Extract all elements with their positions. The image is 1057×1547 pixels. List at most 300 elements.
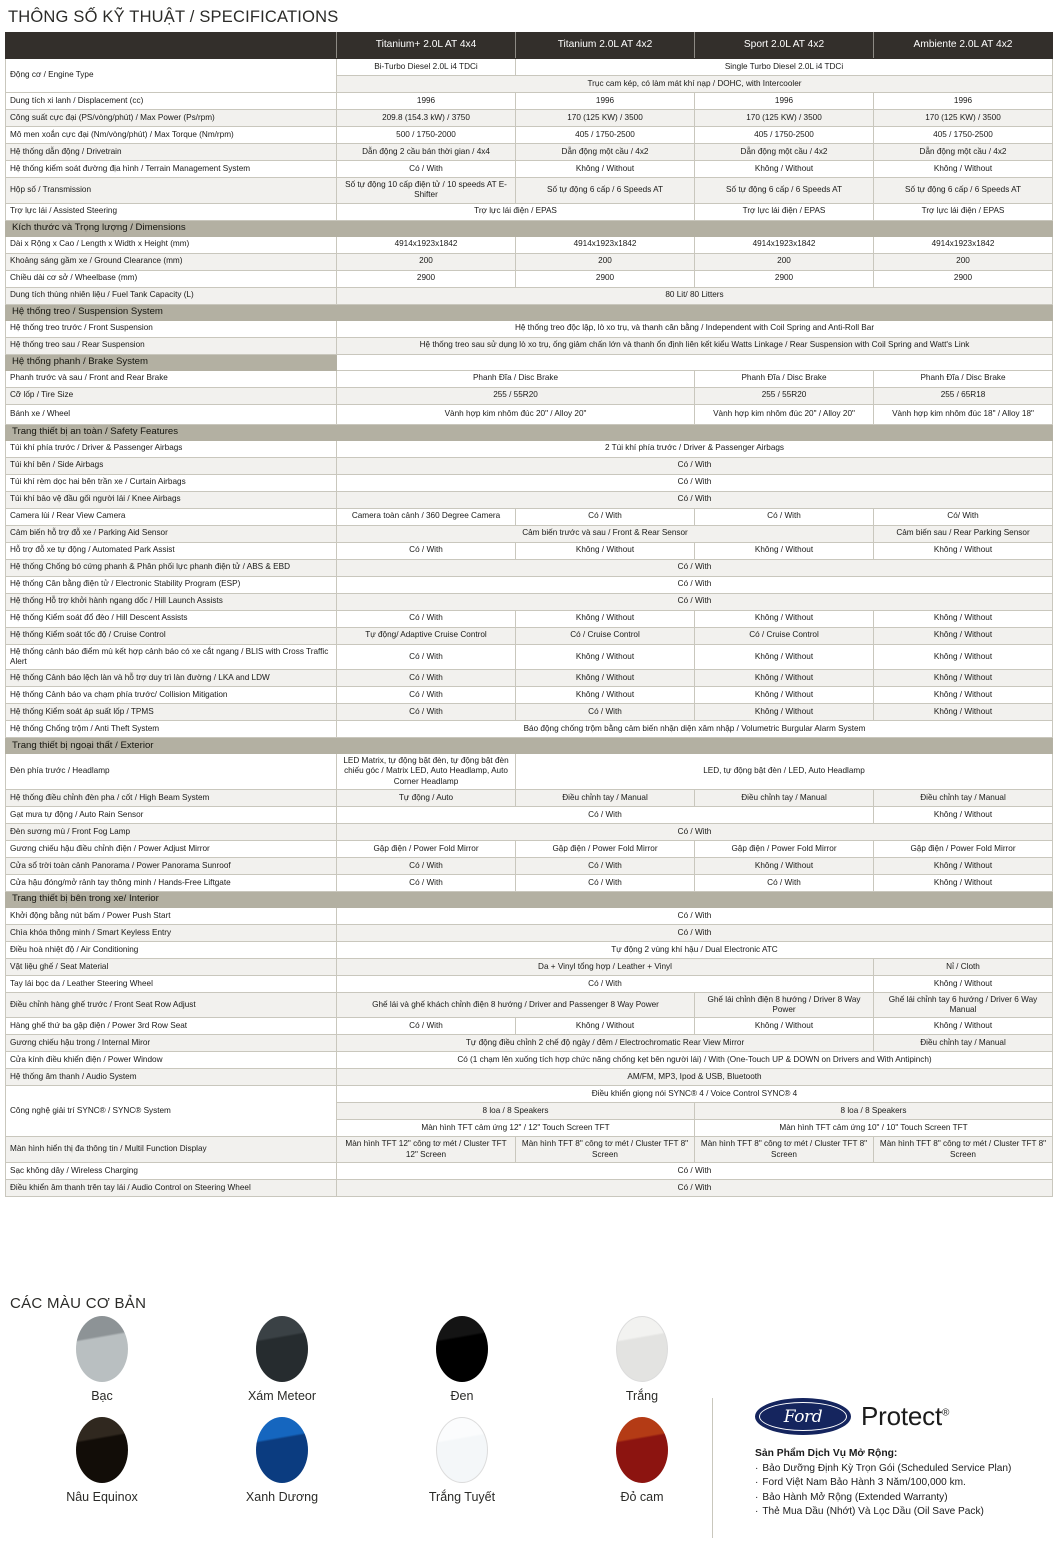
table-row bbox=[6, 1179, 1053, 1196]
table-row bbox=[6, 178, 1053, 204]
table-row bbox=[6, 687, 1053, 704]
table-row bbox=[6, 721, 1053, 738]
row-value: Không / Without bbox=[874, 704, 1053, 721]
row-value: 405 / 1750-2500 bbox=[695, 127, 874, 144]
row-value: 1996 bbox=[516, 93, 695, 110]
row-label: Cửa hậu đóng/mở rảnh tay thông minh / Hands-Free Liftgate bbox=[6, 874, 337, 891]
row-label: Điều chỉnh hàng ghế trước / Front Seat Row Adjust bbox=[6, 992, 337, 1018]
table-row bbox=[6, 958, 1053, 975]
row-value: Có / With bbox=[337, 704, 516, 721]
table-row bbox=[6, 93, 1053, 110]
row-label: Khoảng sáng gầm xe / Ground Clearance (mm) bbox=[6, 253, 337, 270]
row-value: Da + Vinyl tổng hợp / Leather + Vinyl bbox=[337, 958, 874, 975]
row-label: Túi khí rèm dọc hai bên trần xe / Curtain Airbags bbox=[6, 474, 337, 491]
protect-item: · Thẻ Mua Dầu (Nhớt) Và Lọc Dầu (Oil Save Pack) bbox=[755, 1505, 1057, 1519]
row-value: Không / Without bbox=[874, 670, 1053, 687]
row-value: Có / With bbox=[516, 704, 695, 721]
table-row bbox=[6, 644, 1053, 670]
row-value: Không / Without bbox=[874, 1018, 1053, 1035]
row-value: Không / Without bbox=[874, 687, 1053, 704]
color-swatch-icon bbox=[616, 1316, 668, 1382]
section-header-row bbox=[6, 304, 1053, 320]
row-label: Hệ thống cảnh báo điểm mù kết hợp cảnh báo có xe cắt ngang / BLIS with Cross Traffic Alert bbox=[6, 644, 337, 670]
section-header-row bbox=[6, 424, 1053, 440]
table-row bbox=[6, 975, 1053, 992]
row-label: Gạt mưa tự động / Auto Rain Sensor bbox=[6, 806, 337, 823]
table-row bbox=[6, 525, 1053, 542]
header-blank bbox=[6, 33, 337, 59]
row-value: Ghế lái chỉnh tay 6 hướng / Driver 6 Way Manual bbox=[874, 992, 1053, 1018]
table-row bbox=[6, 789, 1053, 806]
row-value: Gập điện / Power Fold Mirror bbox=[874, 840, 1053, 857]
color-swatch-item bbox=[552, 1417, 732, 1516]
table-row bbox=[6, 144, 1053, 161]
row-value: Điều chỉnh tay / Manual bbox=[874, 789, 1053, 806]
row-value: Trợ lực lái điện / EPAS bbox=[337, 203, 695, 220]
row-value: Không / Without bbox=[516, 670, 695, 687]
row-value: Tự động / Auto bbox=[337, 789, 516, 806]
color-swatch-item bbox=[192, 1417, 372, 1516]
table-row bbox=[6, 1069, 1053, 1086]
row-value: Gập điện / Power Fold Mirror bbox=[516, 840, 695, 857]
section-title: Trang thiết bị an toàn / Safety Features bbox=[6, 424, 1053, 440]
row-value: 500 / 1750-2000 bbox=[337, 127, 516, 144]
row-value: 4914x1923x1842 bbox=[337, 236, 516, 253]
row-value: Có / With bbox=[337, 542, 516, 559]
row-value: Vành hợp kim nhôm đúc 20" / Alloy 20" bbox=[337, 404, 695, 424]
row-label: Công nghệ giải trí SYNC® / SYNC® System bbox=[6, 1086, 337, 1137]
row-label: Hộp số / Transmission bbox=[6, 178, 337, 204]
column-header-sport: Sport 2.0L AT 4x2 bbox=[695, 33, 874, 59]
row-value: Không / Without bbox=[874, 857, 1053, 874]
table-row bbox=[6, 1035, 1053, 1052]
table-row bbox=[6, 320, 1053, 337]
row-value: Vành hợp kim nhôm đúc 20" / Alloy 20" bbox=[695, 404, 874, 424]
row-label: Gương chiếu hậu điều chỉnh điện / Power Adjust Mirror bbox=[6, 840, 337, 857]
row-value: Màn hình TFT 8" công tơ mét / Cluster TFT 8" Screen bbox=[695, 1137, 874, 1163]
row-value: Có / With bbox=[337, 907, 1053, 924]
row-value: Camera toàn cảnh / 360 Degree Camera bbox=[337, 508, 516, 525]
color-swatch-icon bbox=[76, 1417, 128, 1483]
row-value: 1996 bbox=[695, 93, 874, 110]
row-label: Tay lái bọc da / Leather Steering Wheel bbox=[6, 975, 337, 992]
row-label: Hệ thống Kiểm soát tốc độ / Cruise Control bbox=[6, 627, 337, 644]
row-value: Không / Without bbox=[516, 644, 695, 670]
color-swatch-label: Nâu Equinox bbox=[66, 1490, 138, 1504]
table-row bbox=[6, 857, 1053, 874]
color-swatch-icon bbox=[256, 1417, 308, 1483]
section-header-row bbox=[6, 891, 1053, 907]
table-row bbox=[6, 754, 1053, 790]
row-value: Ghế lái chỉnh điện 8 hướng / Driver 8 Way Power bbox=[695, 992, 874, 1018]
row-value: 2900 bbox=[695, 270, 874, 287]
row-value: Có / With bbox=[695, 874, 874, 891]
table-row bbox=[6, 542, 1053, 559]
row-value: Không / Without bbox=[695, 704, 874, 721]
column-header-ambiente: Ambiente 2.0L AT 4x2 bbox=[874, 33, 1053, 59]
table-row bbox=[6, 508, 1053, 525]
table-row bbox=[6, 474, 1053, 491]
row-value: Phanh Đĩa / Disc Brake bbox=[695, 370, 874, 387]
row-value: Cảm biến sau / Rear Parking Sensor bbox=[874, 525, 1053, 542]
color-swatch-label: Trắng bbox=[625, 1389, 659, 1403]
table-row bbox=[6, 806, 1053, 823]
color-swatch-label: Xanh Dương bbox=[245, 1490, 319, 1504]
row-label: Điều khiển âm thanh trên tay lái / Audio Control on Steering Wheel bbox=[6, 1179, 337, 1196]
row-value: Không / Without bbox=[874, 542, 1053, 559]
protect-wordmark bbox=[861, 1401, 949, 1432]
ford-wordmark: Ford bbox=[783, 1406, 823, 1427]
row-value: Gập điện / Power Fold Mirror bbox=[337, 840, 516, 857]
row-value: Có / With bbox=[337, 610, 516, 627]
section-title: Trang thiết bị ngoại thất / Exterior bbox=[6, 738, 1053, 754]
protect-item: · Bảo Hành Mở Rộng (Extended Warranty) bbox=[755, 1491, 1057, 1505]
color-swatch-label: Xám Meteor bbox=[247, 1389, 317, 1403]
row-value: 255 / 55R20 bbox=[337, 387, 695, 404]
table-row bbox=[6, 59, 1053, 76]
section-title: Hệ thống phanh / Brake System bbox=[6, 354, 337, 370]
row-value: Không / Without bbox=[516, 687, 695, 704]
table-row bbox=[6, 704, 1053, 721]
row-value: Không / Without bbox=[695, 610, 874, 627]
row-label: Trợ lực lái / Assisted Steering bbox=[6, 203, 337, 220]
row-value: LED Matrix, tự động bật đèn, tự động bật đèn chiếu góc / Matrix LED, Auto Headlamp, Auto Corner Headlamp bbox=[337, 754, 516, 790]
row-label: Hệ thống Hỗ trợ khởi hành ngang dốc / Hill Launch Assists bbox=[6, 593, 337, 610]
row-value: Điều chỉnh tay / Manual bbox=[516, 789, 695, 806]
table-row bbox=[6, 203, 1053, 220]
row-value: Điều khiển giọng nói SYNC® 4 / Voice Control SYNC® 4 bbox=[337, 1086, 1053, 1103]
row-value: Có/ With bbox=[874, 508, 1053, 525]
section-title: Trang thiết bị bên trong xe/ Interior bbox=[6, 891, 1053, 907]
row-value: 170 (125 KW) / 3500 bbox=[516, 110, 695, 127]
row-value: AM/FM, MP3, Ipod & USB, Bluetooth bbox=[337, 1069, 1053, 1086]
table-row bbox=[6, 161, 1053, 178]
row-value: Có / With bbox=[337, 491, 1053, 508]
section-header-row bbox=[6, 354, 1053, 370]
row-value: Có / With bbox=[337, 687, 516, 704]
row-value: Không / Without bbox=[695, 687, 874, 704]
color-swatch-label: Bạc bbox=[91, 1389, 113, 1403]
row-value: Cảm biến trước và sau / Front & Rear Sensor bbox=[337, 525, 874, 542]
row-value: Hệ thống treo độc lập, lò xo trụ, và thanh cân bằng / Independent with Coil Spring and Anti-Roll Bar bbox=[337, 320, 1053, 337]
row-value: Có / With bbox=[516, 874, 695, 891]
table-row bbox=[6, 387, 1053, 404]
row-value: Không / Without bbox=[874, 610, 1053, 627]
color-swatch-item bbox=[552, 1316, 732, 1415]
row-value: 255 / 55R20 bbox=[695, 387, 874, 404]
row-value: Không / Without bbox=[695, 161, 874, 178]
row-label: Hệ thống Cảnh báo va chạm phía trước/ Collision Mitigation bbox=[6, 687, 337, 704]
specifications-table bbox=[5, 32, 1053, 1197]
row-label: Hệ thống âm thanh / Audio System bbox=[6, 1069, 337, 1086]
row-label: Hệ thống điều chỉnh đèn pha / cốt / High Beam System bbox=[6, 789, 337, 806]
row-value: 170 (125 KW) / 3500 bbox=[695, 110, 874, 127]
row-value: 8 loa / 8 Speakers bbox=[695, 1103, 1053, 1120]
section-title: Hệ thống treo / Suspension System bbox=[6, 304, 1053, 320]
row-label: Hệ thống Chống trộm / Anti Theft System bbox=[6, 721, 337, 738]
table-row bbox=[6, 1018, 1053, 1035]
row-value: Báo động chống trộm bằng cảm biến nhận diện xâm nhập / Volumetric Burgular Alarm System bbox=[337, 721, 1053, 738]
ford-protect-block bbox=[712, 1398, 1057, 1538]
row-label: Cảm biến hỗ trợ đỗ xe / Parking Aid Sensor bbox=[6, 525, 337, 542]
row-value: 170 (125 KW) / 3500 bbox=[874, 110, 1053, 127]
row-value: Không / Without bbox=[874, 806, 1053, 823]
table-row bbox=[6, 370, 1053, 387]
table-row bbox=[6, 874, 1053, 891]
row-value: Không / Without bbox=[874, 874, 1053, 891]
table-row bbox=[6, 440, 1053, 457]
row-value: Không / Without bbox=[695, 670, 874, 687]
row-value: Vành hợp kim nhôm đúc 18" / Alloy 18" bbox=[874, 404, 1053, 424]
row-label: Hệ thống dẫn động / Drivetrain bbox=[6, 144, 337, 161]
table-row bbox=[6, 1086, 1053, 1103]
row-value: 200 bbox=[337, 253, 516, 270]
protect-label: Protect bbox=[861, 1401, 942, 1431]
row-value: Có / With bbox=[337, 161, 516, 178]
color-swatch-icon bbox=[436, 1417, 488, 1483]
table-row bbox=[6, 576, 1053, 593]
row-value: Có / With bbox=[337, 857, 516, 874]
row-value: Màn hình TFT cảm ứng 12" / 12" Touch Screen TFT bbox=[337, 1120, 695, 1137]
row-value: Không / Without bbox=[695, 644, 874, 670]
page-title: THÔNG SỐ KỸ THUẬT / SPECIFICATIONS bbox=[8, 8, 339, 26]
table-row bbox=[6, 1137, 1053, 1163]
row-value: 8 loa / 8 Speakers bbox=[337, 1103, 695, 1120]
protect-item-list bbox=[755, 1462, 1057, 1519]
row-value: LED, tự động bật đèn / LED, Auto Headlamp bbox=[516, 754, 1053, 790]
table-row bbox=[6, 127, 1053, 144]
row-value: 2900 bbox=[516, 270, 695, 287]
row-label: Cửa kính điều khiển điện / Power Window bbox=[6, 1052, 337, 1069]
row-value: Màn hình TFT cảm ứng 10" / 10" Touch Screen TFT bbox=[695, 1120, 1053, 1137]
row-value: Hệ thống treo sau sử dụng lò xo trụ, ống giảm chấn lớn và thanh ổn định liên kết kiểu Watts Linkage / Rear Suspension with Coil Spring and Watt's Link bbox=[337, 337, 1053, 354]
row-value: Có / With bbox=[695, 508, 874, 525]
row-value: 200 bbox=[695, 253, 874, 270]
row-value: Trục cam kép, có làm mát khí nạp / DOHC, with Intercooler bbox=[337, 76, 1053, 93]
row-value: 1996 bbox=[874, 93, 1053, 110]
row-value: 255 / 65R18 bbox=[874, 387, 1053, 404]
row-value: Không / Without bbox=[874, 975, 1053, 992]
row-label: Cửa sổ trời toàn cảnh Panorama / Power Panorama Sunroof bbox=[6, 857, 337, 874]
row-value: Không / Without bbox=[516, 161, 695, 178]
color-swatch-grid bbox=[0, 1316, 700, 1516]
table-row bbox=[6, 593, 1053, 610]
color-swatch-icon bbox=[76, 1316, 128, 1382]
row-value: Có / With bbox=[337, 1162, 1053, 1179]
row-value: Không / Without bbox=[874, 627, 1053, 644]
table-row bbox=[6, 823, 1053, 840]
row-value: Có / With bbox=[337, 644, 516, 670]
row-label: Cỡ lốp / Tire Size bbox=[6, 387, 337, 404]
table-row bbox=[6, 253, 1053, 270]
row-label: Dung tích xi lanh / Displacement (cc) bbox=[6, 93, 337, 110]
row-label: Phanh trước và sau / Front and Rear Brake bbox=[6, 370, 337, 387]
row-label: Sạc không dây / Wireless Charging bbox=[6, 1162, 337, 1179]
color-swatch-label: Đỏ cam bbox=[620, 1490, 664, 1504]
row-value: Tự động 2 vùng khí hậu / Dual Electronic ATC bbox=[337, 941, 1053, 958]
color-swatch-item bbox=[372, 1417, 552, 1516]
table-row bbox=[6, 992, 1053, 1018]
color-swatch-icon bbox=[256, 1316, 308, 1382]
row-value: Có / With bbox=[516, 508, 695, 525]
row-value: Điều chỉnh tay / Manual bbox=[874, 1035, 1053, 1052]
row-value: 4914x1923x1842 bbox=[874, 236, 1053, 253]
row-label: Màn hình hiển thị đa thông tin / Multil Function Display bbox=[6, 1137, 337, 1163]
row-label: Hệ thống Kiểm soát áp suất lốp / TPMS bbox=[6, 704, 337, 721]
section-header-row bbox=[6, 738, 1053, 754]
row-value: Không / Without bbox=[874, 161, 1053, 178]
table-body bbox=[6, 59, 1053, 1197]
row-value: Dẫn động một cầu / 4x2 bbox=[695, 144, 874, 161]
row-label: Khởi động bằng nút bấm / Power Push Start bbox=[6, 907, 337, 924]
row-value: Có / With bbox=[337, 670, 516, 687]
table-row bbox=[6, 1162, 1053, 1179]
table-row bbox=[6, 941, 1053, 958]
row-value: Có / With bbox=[337, 823, 1053, 840]
row-label: Camera lùi / Rear View Camera bbox=[6, 508, 337, 525]
row-value: Có / With bbox=[337, 576, 1053, 593]
table-row bbox=[6, 270, 1053, 287]
row-value: 2900 bbox=[337, 270, 516, 287]
row-value: Không / Without bbox=[874, 644, 1053, 670]
row-value: Phanh Đĩa / Disc Brake bbox=[874, 370, 1053, 387]
row-value: Màn hình TFT 8" công tơ mét / Cluster TFT 8" Screen bbox=[874, 1137, 1053, 1163]
row-value: Không / Without bbox=[695, 542, 874, 559]
table-row bbox=[6, 236, 1053, 253]
row-value: Có / With bbox=[337, 874, 516, 891]
registered-mark: ® bbox=[941, 1407, 950, 1419]
color-swatch-label: Đen bbox=[450, 1389, 474, 1403]
row-value: Không / Without bbox=[695, 1018, 874, 1035]
row-label: Túi khí phía trước / Driver & Passenger Airbags bbox=[6, 440, 337, 457]
protect-heading: Sản Phẩm Dịch Vụ Mở Rộng: bbox=[755, 1448, 898, 1459]
row-value: Nỉ / Cloth bbox=[874, 958, 1053, 975]
row-value: Có / With bbox=[337, 457, 1053, 474]
row-label: Hệ thống treo sau / Rear Suspension bbox=[6, 337, 337, 354]
table-row bbox=[6, 840, 1053, 857]
row-label: Hàng ghế thứ ba gập điện / Power 3rd Row Seat bbox=[6, 1018, 337, 1035]
row-value: Có / Cruise Control bbox=[695, 627, 874, 644]
row-label: Hệ thống Cân bằng điện tử / Electronic Stability Program (ESP) bbox=[6, 576, 337, 593]
protect-item: · Ford Việt Nam Bảo Hành 3 Năm/100,000 km. bbox=[755, 1476, 1057, 1490]
column-header-titanium: Titanium 2.0L AT 4x2 bbox=[516, 33, 695, 59]
row-value: 4914x1923x1842 bbox=[516, 236, 695, 253]
row-value: Tự động/ Adaptive Cruise Control bbox=[337, 627, 516, 644]
row-value: Không / Without bbox=[516, 542, 695, 559]
row-value: Dẫn động 2 cầu bán thời gian / 4x4 bbox=[337, 144, 516, 161]
row-value: Có / With bbox=[337, 474, 1053, 491]
row-label: Chìa khóa thông minh / Smart Keyless Entry bbox=[6, 924, 337, 941]
row-label: Dài x Rộng x Cao / Length x Width x Height (mm) bbox=[6, 236, 337, 253]
colors-title: CÁC MÀU CƠ BẢN bbox=[10, 1295, 147, 1312]
row-value: 405 / 1750-2500 bbox=[516, 127, 695, 144]
row-value: Bi-Turbo Diesel 2.0L i4 TDCi bbox=[337, 59, 516, 76]
row-value: Số tự động 6 cấp / 6 Speeds AT bbox=[695, 178, 874, 204]
row-value: Không / Without bbox=[516, 1018, 695, 1035]
table-row bbox=[6, 457, 1053, 474]
protect-item: · Bảo Dưỡng Định Kỳ Trọn Gói (Scheduled Service Plan) bbox=[755, 1462, 1057, 1476]
section-header-row bbox=[6, 220, 1053, 236]
row-label: Bánh xe / Wheel bbox=[6, 404, 337, 424]
row-label: Điều hoà nhiệt độ / Air Conditioning bbox=[6, 941, 337, 958]
row-value: Tự động điều chỉnh 2 chế độ ngày / đêm / Electrochromatic Rear View Mirror bbox=[337, 1035, 874, 1052]
row-value: Màn hình TFT 12" công tơ mét / Cluster TFT 12" Screen bbox=[337, 1137, 516, 1163]
row-value: Không / Without bbox=[695, 857, 874, 874]
section-title: Kích thước và Trọng lượng / Dimensions bbox=[6, 220, 1053, 236]
row-value: Màn hình TFT 8" công tơ mét / Cluster TFT 8" Screen bbox=[516, 1137, 695, 1163]
row-value: 4914x1923x1842 bbox=[695, 236, 874, 253]
color-swatch-item bbox=[12, 1316, 192, 1415]
row-value: Có / With bbox=[337, 559, 1053, 576]
row-value: Số tự động 10 cấp điện tử / 10 speeds AT E-Shifter bbox=[337, 178, 516, 204]
row-value: Single Turbo Diesel 2.0L i4 TDCi bbox=[516, 59, 1053, 76]
row-label: Túi khí bên / Side Airbags bbox=[6, 457, 337, 474]
row-label: Mô men xoắn cực đại (Nm/vòng/phút) / Max Torque (Nm/rpm) bbox=[6, 127, 337, 144]
row-label: Hệ thống Cảnh báo lệch làn và hỗ trợ duy trì làn đường / LKA and LDW bbox=[6, 670, 337, 687]
table-row bbox=[6, 1052, 1053, 1069]
row-label: Hệ thống Chống bó cứng phanh & Phân phối lực phanh điện tử / ABS & EBD bbox=[6, 559, 337, 576]
row-value: Có / With bbox=[337, 975, 874, 992]
row-value: 1996 bbox=[337, 93, 516, 110]
table-row bbox=[6, 559, 1053, 576]
row-label: Đèn phía trước / Headlamp bbox=[6, 754, 337, 790]
table-row bbox=[6, 287, 1053, 304]
color-swatch-icon bbox=[616, 1417, 668, 1483]
row-label: Hỗ trợ đỗ xe tự động / Automated Park Assist bbox=[6, 542, 337, 559]
row-value: Số tự động 6 cấp / 6 Speeds AT bbox=[874, 178, 1053, 204]
table-row bbox=[6, 337, 1053, 354]
row-value: Có / With bbox=[337, 924, 1053, 941]
table-row bbox=[6, 110, 1053, 127]
table-row bbox=[6, 627, 1053, 644]
row-label: Đèn sương mù / Front Fog Lamp bbox=[6, 823, 337, 840]
section-band-filler bbox=[337, 354, 1053, 370]
table-row bbox=[6, 924, 1053, 941]
column-header-titanium-plus: Titanium+ 2.0L AT 4x4 bbox=[337, 33, 516, 59]
color-swatch-item bbox=[372, 1316, 552, 1415]
table-row bbox=[6, 610, 1053, 627]
row-value: Dẫn động một cầu / 4x2 bbox=[516, 144, 695, 161]
row-value: Ghế lái và ghế khách chỉnh điện 8 hướng / Driver and Passenger 8 Way Power bbox=[337, 992, 695, 1018]
row-value: 80 Lit/ 80 Litters bbox=[337, 287, 1053, 304]
row-value: Không / Without bbox=[516, 610, 695, 627]
row-value: Có / With bbox=[337, 593, 1053, 610]
row-value: Gập điện / Power Fold Mirror bbox=[695, 840, 874, 857]
row-value: Phanh Đĩa / Disc Brake bbox=[337, 370, 695, 387]
row-value: Có / Cruise Control bbox=[516, 627, 695, 644]
row-value: Trợ lực lái điện / EPAS bbox=[874, 203, 1053, 220]
row-value: Số tự động 6 cấp / 6 Speeds AT bbox=[516, 178, 695, 204]
row-label: Hệ thống Kiểm soát đổ đèo / Hill Descent Assists bbox=[6, 610, 337, 627]
row-value: 2900 bbox=[874, 270, 1053, 287]
row-value: Điều chỉnh tay / Manual bbox=[695, 789, 874, 806]
row-value: 200 bbox=[874, 253, 1053, 270]
row-value: Có / With bbox=[516, 857, 695, 874]
row-label: Dung tích thùng nhiên liệu / Fuel Tank Capacity (L) bbox=[6, 287, 337, 304]
color-swatch-item bbox=[12, 1417, 192, 1516]
row-value: Có (1 chạm lên xuống tích hợp chức năng chống kẹt bên người lái) / With (One-Touch UP & DOWN on Drivers and With Antipinch) bbox=[337, 1052, 1053, 1069]
table-row bbox=[6, 491, 1053, 508]
row-label: Hệ thống treo trước / Front Suspension bbox=[6, 320, 337, 337]
row-value: Có / With bbox=[337, 806, 874, 823]
color-swatch-icon bbox=[436, 1316, 488, 1382]
table-row bbox=[6, 907, 1053, 924]
row-label: Túi khí bảo vệ đầu gối người lái / Knee Airbags bbox=[6, 491, 337, 508]
row-value: Dẫn động một cầu / 4x2 bbox=[874, 144, 1053, 161]
table-row bbox=[6, 670, 1053, 687]
row-label: Vật liệu ghế / Seat Material bbox=[6, 958, 337, 975]
row-value: 209.8 (154.3 kW) / 3750 bbox=[337, 110, 516, 127]
